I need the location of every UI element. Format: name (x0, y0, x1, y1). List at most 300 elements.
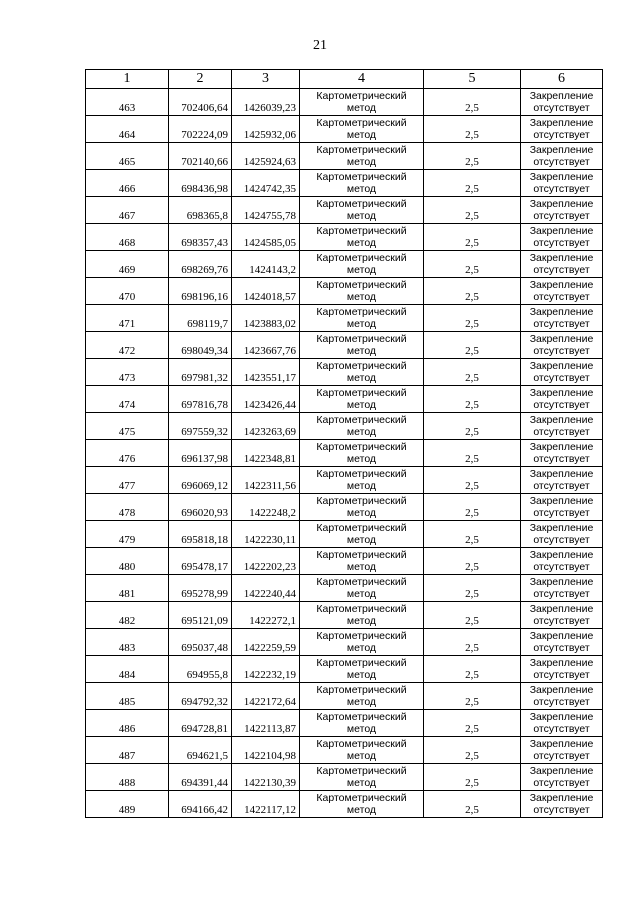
table-row (86, 467, 603, 494)
x-coordinate-cell (169, 521, 232, 548)
x-coordinate-text: 702224,09 (181, 129, 228, 141)
x-coordinate-text: 695478,17 (181, 561, 228, 573)
method-text: метод (346, 345, 377, 357)
accuracy-text: 2,5 (465, 561, 479, 573)
x-coordinate-cell (169, 251, 232, 278)
y-coordinate-text: 1423426,44 (243, 399, 296, 411)
fixing-text: отсутствует (533, 183, 590, 195)
fixing-cell (521, 710, 603, 737)
point-number-text: 489 (118, 804, 136, 816)
fixing-text: Закрепление (529, 279, 594, 291)
fixing-cell (521, 89, 603, 116)
y-coordinate-cell (232, 224, 300, 251)
accuracy-cell (424, 602, 521, 629)
x-coordinate-text: 697559,32 (181, 426, 228, 438)
accuracy-text: 2,5 (465, 291, 479, 303)
method-text: Картометрический (316, 306, 407, 318)
fixing-text: Закрепление (529, 117, 594, 129)
y-coordinate-text: 1422348,81 (243, 453, 296, 465)
y-coordinate-text: 1422117,12 (244, 804, 296, 816)
accuracy-cell (424, 791, 521, 818)
x-coordinate-cell (169, 332, 232, 359)
point-number-text: 473 (118, 372, 136, 384)
method-text: Картометрический (316, 792, 407, 804)
y-coordinate-cell (232, 170, 300, 197)
fixing-text: Закрепление (529, 495, 594, 507)
y-coordinate-text: 1422104,98 (243, 750, 296, 762)
point-number-text: 467 (118, 210, 136, 222)
point-number-text: 487 (118, 750, 136, 762)
y-coordinate-cell (232, 143, 300, 170)
table-row (86, 656, 603, 683)
y-coordinate-text: 1422172,64 (243, 696, 296, 708)
table-row (86, 629, 603, 656)
method-text: метод (346, 291, 377, 303)
fixing-text: Закрепление (529, 414, 594, 426)
y-coordinate-cell (232, 791, 300, 818)
method-text: метод (346, 804, 377, 816)
method-text: Картометрический (316, 171, 407, 183)
x-coordinate-cell (169, 224, 232, 251)
point-number-text: 470 (118, 291, 136, 303)
method-text: Картометрический (316, 360, 407, 372)
y-coordinate-text: 1423551,17 (243, 372, 296, 384)
method-text: Картометрический (316, 252, 407, 264)
fixing-cell (521, 791, 603, 818)
fixing-text: отсутствует (533, 453, 590, 465)
y-coordinate-cell (232, 683, 300, 710)
fixing-text: Закрепление (529, 90, 594, 102)
x-coordinate-cell (169, 278, 232, 305)
column-header-1: 1 (86, 70, 169, 89)
point-number-text: 478 (118, 507, 136, 519)
accuracy-cell (424, 116, 521, 143)
method-cell (300, 278, 424, 305)
method-cell (300, 332, 424, 359)
method-cell (300, 224, 424, 251)
accuracy-text: 2,5 (465, 102, 479, 114)
method-text: Картометрический (316, 576, 407, 588)
x-coordinate-cell (169, 467, 232, 494)
fixing-text: Закрепление (529, 171, 594, 183)
method-cell (300, 791, 424, 818)
y-coordinate-text: 1422130,39 (243, 777, 296, 789)
fixing-text: Закрепление (529, 738, 594, 750)
method-text: метод (346, 372, 377, 384)
method-text: Картометрический (316, 711, 407, 723)
x-coordinate-cell (169, 359, 232, 386)
method-text: Картометрический (316, 279, 407, 291)
accuracy-cell (424, 332, 521, 359)
x-coordinate-text: 697816,78 (181, 399, 228, 411)
method-text: метод (346, 183, 377, 195)
method-cell (300, 629, 424, 656)
table-row (86, 710, 603, 737)
table-row (86, 359, 603, 386)
accuracy-text: 2,5 (465, 804, 479, 816)
fixing-cell (521, 278, 603, 305)
column-header-4: 4 (300, 70, 424, 89)
accuracy-cell (424, 170, 521, 197)
accuracy-text: 2,5 (465, 507, 479, 519)
fixing-text: Закрепление (529, 468, 594, 480)
y-coordinate-cell (232, 656, 300, 683)
y-coordinate-text: 1422259,59 (243, 642, 296, 654)
point-number-cell (86, 548, 169, 575)
point-number-text: 465 (118, 156, 136, 168)
x-coordinate-cell (169, 629, 232, 656)
point-number-text: 475 (118, 426, 136, 438)
accuracy-cell (424, 89, 521, 116)
y-coordinate-text: 1423667,76 (243, 345, 296, 357)
point-number-text: 486 (118, 723, 136, 735)
accuracy-cell (424, 683, 521, 710)
table-row (86, 386, 603, 413)
fixing-cell (521, 386, 603, 413)
fixing-text: Закрепление (529, 576, 594, 588)
method-text: Картометрический (316, 603, 407, 615)
y-coordinate-text: 1425932,06 (243, 129, 296, 141)
fixing-cell (521, 548, 603, 575)
accuracy-text: 2,5 (465, 156, 479, 168)
fixing-cell (521, 305, 603, 332)
fixing-text: отсутствует (533, 129, 590, 141)
fixing-text: Закрепление (529, 765, 594, 777)
method-text: метод (346, 723, 377, 735)
fixing-text: отсутствует (533, 723, 590, 735)
x-coordinate-text: 695818,18 (181, 534, 228, 546)
point-number-cell (86, 332, 169, 359)
y-coordinate-text: 1422230,11 (244, 534, 296, 546)
method-cell (300, 575, 424, 602)
table-header-row (86, 70, 603, 89)
point-number-cell (86, 683, 169, 710)
fixing-text: Закрепление (529, 333, 594, 345)
point-number-cell (86, 143, 169, 170)
fixing-text: Закрепление (529, 306, 594, 318)
column-header-5: 5 (424, 70, 521, 89)
accuracy-text: 2,5 (465, 615, 479, 627)
method-text: Картометрический (316, 333, 407, 345)
table-row (86, 737, 603, 764)
point-number-cell (86, 413, 169, 440)
x-coordinate-text: 698365,8 (186, 210, 228, 222)
x-coordinate-text: 696137,98 (181, 453, 228, 465)
fixing-cell (521, 494, 603, 521)
fixing-cell (521, 656, 603, 683)
accuracy-cell (424, 251, 521, 278)
fixing-text: отсутствует (533, 561, 590, 573)
table-row (86, 197, 603, 224)
method-cell (300, 656, 424, 683)
accuracy-text: 2,5 (465, 588, 479, 600)
accuracy-text: 2,5 (465, 669, 479, 681)
y-coordinate-cell (232, 467, 300, 494)
fixing-cell (521, 143, 603, 170)
point-number-cell (86, 764, 169, 791)
method-text: метод (346, 399, 377, 411)
fixing-text: отсутствует (533, 210, 590, 222)
point-number-text: 485 (118, 696, 136, 708)
x-coordinate-cell (169, 197, 232, 224)
x-coordinate-text: 694166,42 (181, 804, 228, 816)
y-coordinate-cell (232, 386, 300, 413)
x-coordinate-cell (169, 116, 232, 143)
point-number-text: 468 (118, 237, 136, 249)
fixing-text: отсутствует (533, 588, 590, 600)
coordinates-table (85, 69, 603, 818)
accuracy-text: 2,5 (465, 453, 479, 465)
fixing-cell (521, 683, 603, 710)
fixing-cell (521, 737, 603, 764)
method-text: метод (346, 588, 377, 600)
x-coordinate-text: 695037,48 (181, 642, 228, 654)
method-text: метод (346, 129, 377, 141)
accuracy-cell (424, 575, 521, 602)
fixing-cell (521, 359, 603, 386)
x-coordinate-cell (169, 305, 232, 332)
fixing-text: Закрепление (529, 360, 594, 372)
fixing-text: отсутствует (533, 264, 590, 276)
fixing-cell (521, 575, 603, 602)
y-coordinate-text: 1424018,57 (243, 291, 296, 303)
method-text: метод (346, 237, 377, 249)
point-number-text: 482 (118, 615, 136, 627)
fixing-cell (521, 521, 603, 548)
fixing-text: отсутствует (533, 669, 590, 681)
method-text: Картометрический (316, 522, 407, 534)
y-coordinate-text: 1423883,02 (243, 318, 296, 330)
table-row (86, 89, 603, 116)
accuracy-text: 2,5 (465, 345, 479, 357)
point-number-text: 466 (118, 183, 136, 195)
point-number-cell (86, 521, 169, 548)
y-coordinate-text: 1425924,63 (243, 156, 296, 168)
x-coordinate-text: 702406,64 (181, 102, 228, 114)
accuracy-text: 2,5 (465, 723, 479, 735)
point-number-cell (86, 251, 169, 278)
table-row (86, 332, 603, 359)
page-number: 21 (313, 38, 327, 53)
x-coordinate-cell (169, 440, 232, 467)
y-coordinate-text: 1422113,87 (244, 723, 296, 735)
column-header-6: 6 (521, 70, 603, 89)
x-coordinate-text: 694391,44 (181, 777, 228, 789)
accuracy-cell (424, 764, 521, 791)
method-text: Картометрический (316, 144, 407, 156)
method-text: метод (346, 534, 377, 546)
y-coordinate-text: 1424742,35 (243, 183, 296, 195)
x-coordinate-text: 698436,98 (181, 183, 228, 195)
accuracy-text: 2,5 (465, 129, 479, 141)
point-number-text: 464 (118, 129, 136, 141)
accuracy-cell (424, 278, 521, 305)
table-row (86, 278, 603, 305)
fixing-cell (521, 116, 603, 143)
fixing-cell (521, 764, 603, 791)
point-number-text: 479 (118, 534, 136, 546)
accuracy-text: 2,5 (465, 372, 479, 384)
method-cell (300, 116, 424, 143)
table-row (86, 116, 603, 143)
method-cell (300, 170, 424, 197)
y-coordinate-cell (232, 413, 300, 440)
method-text: метод (346, 156, 377, 168)
y-coordinate-cell (232, 602, 300, 629)
fixing-text: Закрепление (529, 549, 594, 561)
fixing-cell (521, 170, 603, 197)
fixing-cell (521, 224, 603, 251)
point-number-cell (86, 494, 169, 521)
accuracy-text: 2,5 (465, 480, 479, 492)
y-coordinate-cell (232, 629, 300, 656)
fixing-text: отсутствует (533, 426, 590, 438)
accuracy-cell (424, 656, 521, 683)
method-text: метод (346, 561, 377, 573)
table-row (86, 251, 603, 278)
method-text: метод (346, 264, 377, 276)
x-coordinate-text: 702140,66 (181, 156, 228, 168)
x-coordinate-text: 696069,12 (181, 480, 228, 492)
fixing-text: Закрепление (529, 684, 594, 696)
point-number-cell (86, 791, 169, 818)
accuracy-cell (424, 710, 521, 737)
fixing-text: Закрепление (529, 522, 594, 534)
table-row (86, 764, 603, 791)
method-text: метод (346, 669, 377, 681)
y-coordinate-cell (232, 305, 300, 332)
fixing-text: отсутствует (533, 777, 590, 789)
point-number-cell (86, 629, 169, 656)
fixing-cell (521, 332, 603, 359)
method-text: метод (346, 750, 377, 762)
method-text: Картометрический (316, 684, 407, 696)
table-row (86, 413, 603, 440)
method-cell (300, 143, 424, 170)
x-coordinate-text: 698196,16 (181, 291, 228, 303)
y-coordinate-text: 1422248,2 (249, 507, 296, 519)
point-number-cell (86, 602, 169, 629)
fixing-cell (521, 629, 603, 656)
accuracy-cell (424, 440, 521, 467)
column-header-3: 3 (232, 70, 300, 89)
x-coordinate-text: 697981,32 (181, 372, 228, 384)
point-number-cell (86, 89, 169, 116)
y-coordinate-text: 1423263,69 (243, 426, 296, 438)
point-number-text: 480 (118, 561, 136, 573)
y-coordinate-cell (232, 89, 300, 116)
accuracy-text: 2,5 (465, 426, 479, 438)
method-text: Картометрический (316, 414, 407, 426)
table-row (86, 602, 603, 629)
accuracy-text: 2,5 (465, 642, 479, 654)
fixing-text: Закрепление (529, 441, 594, 453)
method-text: метод (346, 426, 377, 438)
method-cell (300, 89, 424, 116)
x-coordinate-text: 698357,43 (181, 237, 228, 249)
table-row (86, 575, 603, 602)
point-number-cell (86, 359, 169, 386)
point-number-cell (86, 197, 169, 224)
accuracy-text: 2,5 (465, 777, 479, 789)
y-coordinate-cell (232, 548, 300, 575)
x-coordinate-cell (169, 413, 232, 440)
method-text: метод (346, 210, 377, 222)
method-text: метод (346, 642, 377, 654)
x-coordinate-text: 694621,5 (186, 750, 228, 762)
x-coordinate-cell (169, 143, 232, 170)
fixing-text: Закрепление (529, 252, 594, 264)
y-coordinate-cell (232, 251, 300, 278)
point-number-cell (86, 224, 169, 251)
x-coordinate-cell (169, 764, 232, 791)
point-number-cell (86, 305, 169, 332)
fixing-text: отсутствует (533, 696, 590, 708)
table-row (86, 683, 603, 710)
y-coordinate-text: 1424755,78 (243, 210, 296, 222)
accuracy-text: 2,5 (465, 318, 479, 330)
fixing-text: отсутствует (533, 345, 590, 357)
table-row (86, 170, 603, 197)
method-text: метод (346, 696, 377, 708)
accuracy-text: 2,5 (465, 183, 479, 195)
y-coordinate-cell (232, 764, 300, 791)
method-text: Картометрический (316, 765, 407, 777)
fixing-cell (521, 413, 603, 440)
point-number-cell (86, 440, 169, 467)
fixing-text: отсутствует (533, 480, 590, 492)
method-cell (300, 521, 424, 548)
method-text: метод (346, 615, 377, 627)
accuracy-text: 2,5 (465, 534, 479, 546)
method-text: метод (346, 777, 377, 789)
y-coordinate-text: 1422202,23 (243, 561, 296, 573)
point-number-text: 469 (118, 264, 136, 276)
fixing-text: Закрепление (529, 225, 594, 237)
accuracy-text: 2,5 (465, 696, 479, 708)
method-cell (300, 305, 424, 332)
x-coordinate-cell (169, 710, 232, 737)
accuracy-cell (424, 359, 521, 386)
accuracy-cell (424, 548, 521, 575)
fixing-text: Закрепление (529, 711, 594, 723)
fixing-cell (521, 251, 603, 278)
method-text: Картометрический (316, 90, 407, 102)
method-cell (300, 683, 424, 710)
x-coordinate-cell (169, 602, 232, 629)
fixing-text: отсутствует (533, 318, 590, 330)
accuracy-cell (424, 629, 521, 656)
method-text: Картометрический (316, 549, 407, 561)
point-number-text: 488 (118, 777, 136, 789)
y-coordinate-text: 1424143,2 (249, 264, 296, 276)
table-body (86, 89, 603, 818)
y-coordinate-cell (232, 710, 300, 737)
fixing-text: отсутствует (533, 372, 590, 384)
fixing-text: отсутствует (533, 237, 590, 249)
method-cell (300, 386, 424, 413)
fixing-text: отсутствует (533, 399, 590, 411)
method-cell (300, 737, 424, 764)
fixing-cell (521, 602, 603, 629)
method-text: метод (346, 318, 377, 330)
method-text: метод (346, 453, 377, 465)
point-number-cell (86, 656, 169, 683)
point-number-cell (86, 575, 169, 602)
y-coordinate-cell (232, 440, 300, 467)
x-coordinate-cell (169, 494, 232, 521)
y-coordinate-cell (232, 278, 300, 305)
